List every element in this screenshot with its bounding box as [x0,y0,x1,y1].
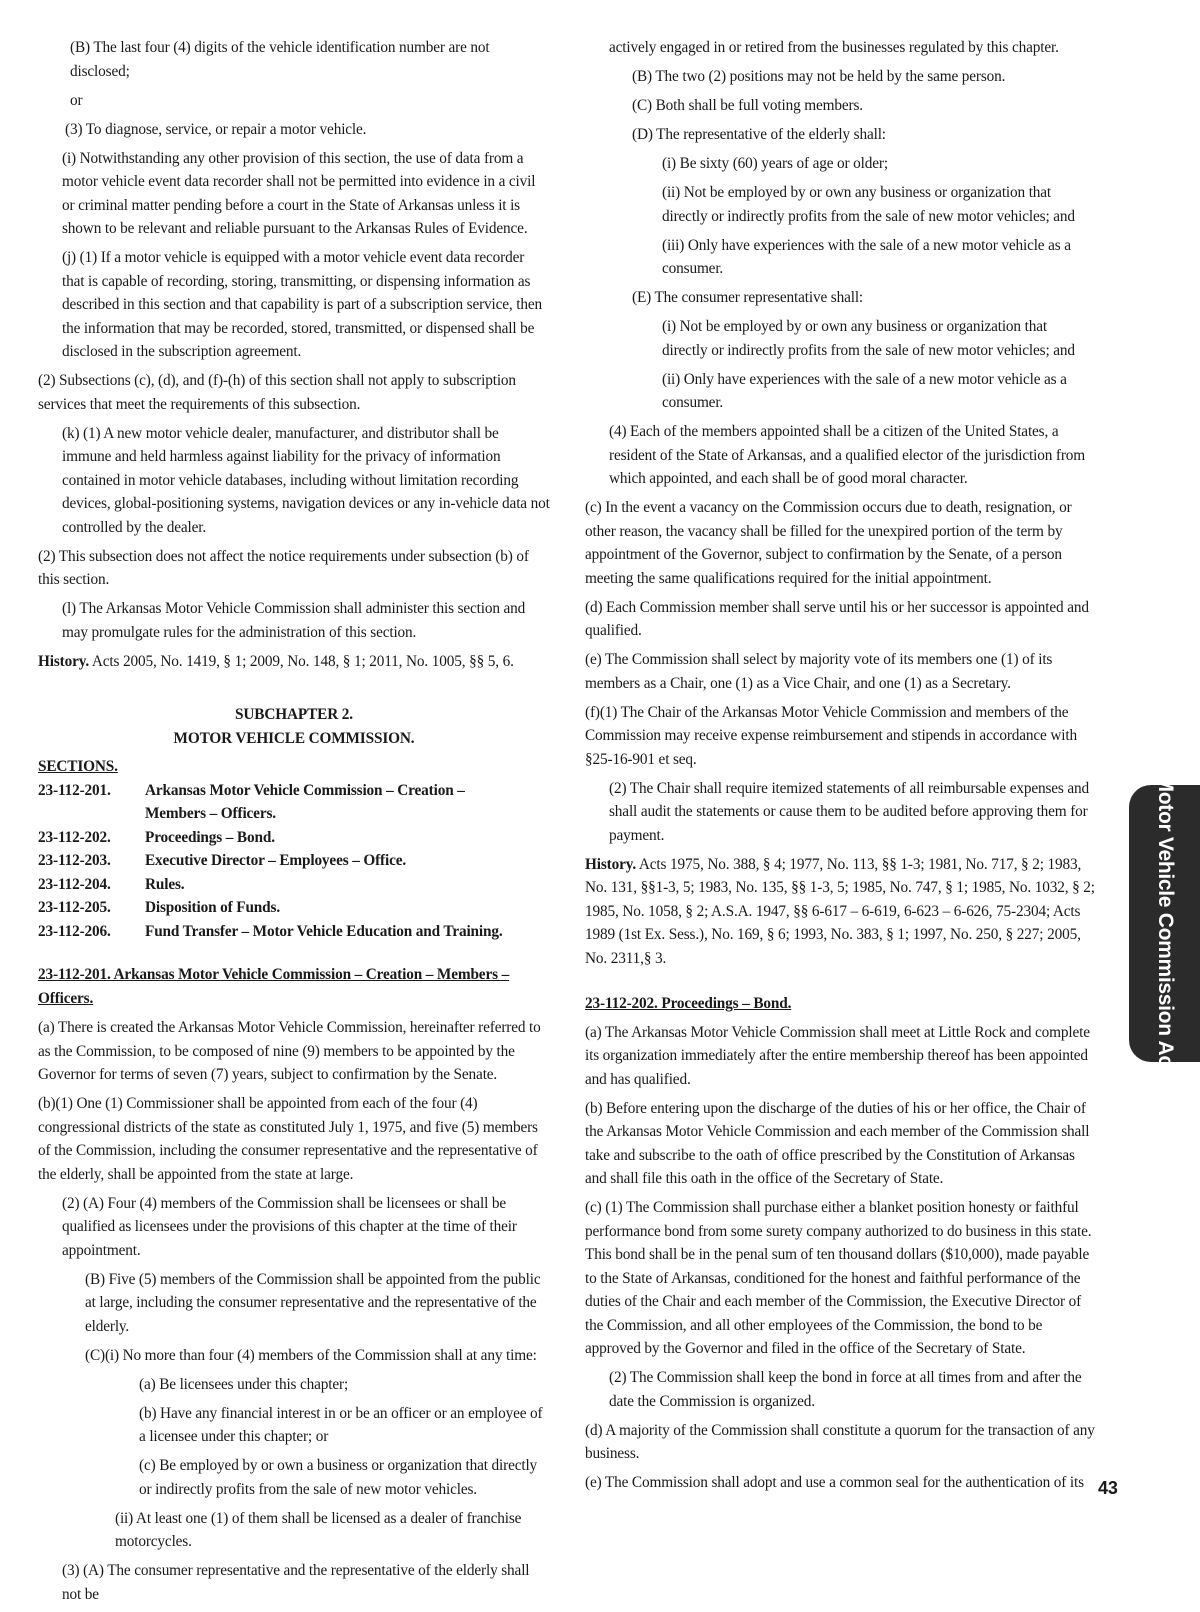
section-title: Rules. [145,875,185,893]
section-entry [38,826,550,850]
history-label: History. [38,652,90,670]
section-title: Disposition of Funds. [145,899,280,916]
history-note [38,650,550,674]
history-note [585,853,1095,971]
section-number: 23-112-202. [38,828,111,846]
chapter-side-tab-label: Motor Vehicle Commission Act [1153,774,1177,1073]
paragraph: (c) (1) The Commission shall purchase either a blanket position honesty or faithful performance bond from some surety company authorized to do business in this state. This bond shall be in the penal sum of ten thousand dollars ($10,000), made payable to the State of Arkansas, conditioned for the honest and faithful performance of the duties of the Chair and each member of the Commission, the Executive Director of the Commission, and all other employees of the Commission, the bond to be approved by the Governor and filed in the office of the Secretary of State. [585,1199,1092,1357]
section-title: Arkansas Motor Vehicle Commission – Creation – Members – Officers. [145,781,465,822]
paragraph: (iii) Only have experiences with the sale of a new motor vehicle as a consumer. [662,236,1071,277]
section-number: 23-112-206. [38,922,111,940]
sections-label: SECTIONS. [38,758,118,775]
section-entry [38,779,550,826]
paragraph: (i) Be sixty (60) years of age or older; [662,155,888,172]
paragraph: (E) The consumer representative shall: [632,289,864,306]
paragraph: (i) Not be employed by or own any business or organization that directly or indirectly profits from the sale of new motor vehicles; and [662,318,1075,359]
page-number: 43 [1098,1478,1118,1498]
paragraph: (2) (A) Four (4) members of the Commission shall be licensees or shall be qualified as licensees under the provisions of this chapter at the time of their appointment. [62,1194,517,1259]
paragraph: (a) Be licensees under this chapter; [139,1375,349,1393]
paragraph: (2) The Chair shall require itemized statements of all reimbursable expenses and shall audit the statements or cause them to be audited before approving them for payment. [609,779,1090,844]
paragraph: (2) This subsection does not affect the notice requirements under subsection (b) of this section. [38,547,529,588]
section-number: 23-112-204. [38,875,111,893]
section-number: 23-112-201. [38,781,111,799]
section-title: Proceedings – Bond. [145,828,275,846]
subchapter-number: SUBCHAPTER 2. [235,706,353,723]
paragraph: (2) The Commission shall keep the bond in force at all times from and after the date the Commission is organized. [609,1369,1082,1410]
paragraph: (k) (1) A new motor vehicle dealer, manufacturer, and distributor shall be immune and held harmless against liability for the privacy of information contained in motor vehicle databases, including without limitation recording devices, global-positioning systems, navigation devices or any in-vehicle data not controlled by the dealer. [62,424,550,536]
paragraph: (f)(1) The Chair of the Arkansas Motor Vehicle Commission and members of the Commission may receive expense reimbursement and stipends in accordance with §25-16-901 et seq. [585,703,1077,768]
paragraph: (3) To diagnose, service, or repair a motor vehicle. [65,120,367,138]
paragraph: (B) The last four (4) digits of the vehicle identification number are not disclosed; [70,39,490,80]
paragraph: (d) Each Commission member shall serve until his or her successor is appointed and qualified. [585,598,1089,639]
paragraph: (C)(i) No more than four (4) members of the Commission shall at any time: [85,1346,537,1364]
history-text: Acts 2005, No. 1419, § 1; 2009, No. 148, § 1; 2011, No. 1005, §§ 5, 6. [89,652,514,670]
history-text: Acts 1975, No. 388, § 4; 1977, No. 113, §§ 1-3; 1981, No. 717, § 2; 1983, No. 131, §§1-3, 5; 1983, No. 135, §§ 1-3, 5; 1985, No. 747, § 1; 1985, No. 1032, § 2; 1985, No. 1058, § 2; A.S.A. 1947, §§ 6-617 – 6-619, 6-623 – 6-626, 75-2304; Acts 1989 (1st Ex. Sess.), No. 169, § 6; 1993, No. 383, § 1; 1997, No. 250, § 227; 2005, No. 2311,§ 3. [585,855,1095,967]
subchapter-name: MOTOR VEHICLE COMMISSION. [173,729,415,747]
history-label: History. [585,855,637,873]
paragraph: (e) The Commission shall select by majority vote of its members one (1) of its members as a Chair, one (1) as a Vice Chair, and one (1) as a Secretary. [585,651,1053,692]
section-entry [38,920,550,944]
section-entry [38,873,550,897]
section-entry [38,849,550,873]
section-title: Fund Transfer – Motor Vehicle Education and Training. [145,922,503,940]
left-column [38,36,550,1612]
paragraph: (C) Both shall be full voting members. [632,97,863,114]
sections-list [38,779,550,944]
paragraph: (4) Each of the members appointed shall be a citizen of the United States, a resident of the State of Arkansas, and a qualified elector of the jurisdiction from which appointed, and each shall be of good moral character. [609,423,1086,487]
paragraph: or [70,91,83,109]
subchapter-title [38,703,550,750]
paragraph: (j) (1) If a motor vehicle is equipped with a motor vehicle event data recorder that is capable of recording, storing, transmitting, or dispensing information as described in this section and that capability is part of a subscription service, then the information that may be recorded, stored, transmitted, or dispensed shall be disclosed in the subscription agreement. [62,249,543,360]
paragraph: (e) The Commission shall adopt and use a common seal for the authentication of its [585,1474,1084,1491]
paragraph: (D) The representative of the elderly shall: [632,126,886,143]
paragraph: (a) There is created the Arkansas Motor Vehicle Commission, hereinafter referred to as the Commission, to be composed of nine (9) members to be appointed by the Governor for terms of seven (7) years, subject to confirmation by the Senate. [38,1019,541,1083]
paragraph: actively engaged in or retired from the businesses regulated by this chapter. [609,39,1059,56]
paragraph: (ii) Not be employed by or own any business or organization that directly or indirectly profits from the sale of new motor vehicles; and [662,184,1075,225]
section-heading-202: 23-112-202. Proceedings – Bond. [585,995,792,1012]
section-number: 23-112-203. [38,852,111,869]
section-number: 23-112-205. [38,899,111,916]
paragraph: (b) Have any financial interest in or be an officer or an employee of a licensee under this chapter; or [139,1404,543,1445]
section-entry [38,896,550,920]
paragraph: (3) (A) The consumer representative and the representative of the elderly shall not be [62,1562,530,1603]
paragraph: (b)(1) One (1) Commissioner shall be appointed from each of the four (4) congressional districts of the state as constituted July 1, 1975, and five (5) members of the Commission, including the consumer representative and the representative of the elderly, shall be appointed from the state at large. [38,1095,538,1183]
paragraph: (d) A majority of the Commission shall constitute a quorum for the transaction of any business. [585,1421,1095,1462]
paragraph: (b) Before entering upon the discharge of the duties of his or her office, the Chair of the Arkansas Motor Vehicle Commission and each member of the Commission shall take and subscribe to the oath of office prescribed by the Constitution of Arkansas and shall file this oath in the office of the Secretary of State. [585,1099,1090,1187]
paragraph: (ii) At least one (1) of them shall be licensed as a dealer of franchise motorcycles. [115,1509,522,1550]
paragraph: (i) Notwithstanding any other provision of this section, the use of data from a motor vehicle event data recorder shall not be permitted into evidence in a civil or criminal matter pending before a court in the State of Arkansas unless it is shown to be relevant and reliable pursuant to the Arkansas Rules of Evidence. [62,149,536,237]
chapter-side-tab [1129,774,1200,1073]
paragraph: (B) Five (5) members of the Commission shall be appointed from the public at large, including the consumer representative and the representative of the elderly. [85,1270,541,1335]
paragraph: (c) Be employed by or own a business or organization that directly or indirectly profits from the sale of new motor vehicles. [139,1457,538,1498]
paragraph: (a) The Arkansas Motor Vehicle Commission shall meet at Little Rock and complete its organization immediately after the entire membership thereof has been appointed and has qualified. [585,1023,1090,1088]
paragraph: (B) The two (2) positions may not be held by the same person. [632,68,1006,85]
paragraph: (2) Subsections (c), (d), and (f)-(h) of this section shall not apply to subscription services that meet the requirements of this subsection. [38,372,516,413]
paragraph: (ii) Only have experiences with the sale of a new motor vehicle as a consumer. [662,370,1067,411]
paragraph: (c) In the event a vacancy on the Commission occurs due to death, resignation, or other reason, the vacancy shall be filled for the unexpired portion of the term by appointment of the Governor, subject to confirmation by the Senate, of a person meeting the same qualifications required for the initial appointment. [585,499,1072,587]
section-heading-201: 23-112-201. Arkansas Motor Vehicle Commission – Creation – Members – Officers. [38,966,510,1007]
paragraph: (l) The Arkansas Motor Vehicle Commission shall administer this section and may promulgate rules for the administration of this section. [62,600,526,641]
right-column [585,36,1095,1500]
section-title: Executive Director – Employees – Office. [145,852,407,869]
